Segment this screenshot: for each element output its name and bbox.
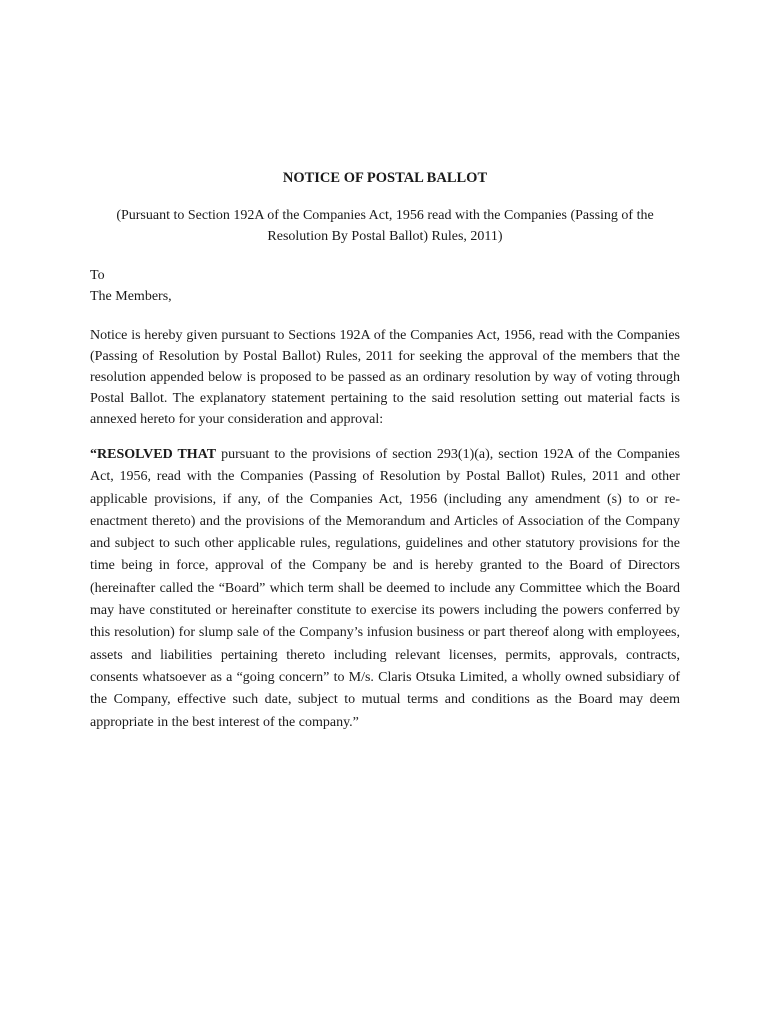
resolution-lead: “RESOLVED THAT (90, 447, 217, 462)
document-title: NOTICE OF POSTAL BALLOT (282, 170, 488, 186)
salutation-recipient: The Members, (90, 289, 172, 304)
document-page (90, 170, 680, 734)
document-subtitle: (Pursuant to Section 192A of the Companies Act, 1956 read with the Companies (Passing of the Resolution By Postal Ballot) Rules, 2011) (116, 208, 654, 244)
resolution-body: pursuant to the provisions of section 293(1)(a), section 192A of the Companies Act, 1956, read with the Companies (Passing of Resolution by Postal Ballot) Rules, 2011 and other applicable provisions, if any, of the Companies Act, 1956 (including any amendment (s) to or re-enactment thereto) and the provisions of the Memorandum and Articles of Association of the Company and subject to such other applicable rules, regulations, guidelines and other statutory provisions for the time being in force, approval of the Company be and is hereby granted to the Board of Directors (hereinafter called the “Board” which term shall be deemed to include any Committee which the Board may have constituted or hereinafter constitute to exercise its powers including the powers conferred by this resolution) for slump sale of the Company’s infusion business or part thereof along with employees, assets and liabilities pertaining thereto including relevant licenses, permits, approvals, contracts, consents whatsoever as a “going concern” to M/s. Claris Otsuka Limited, a wholly owned subsidiary of the Company, effective such date, subject to mutual terms and conditions as the Board may deem appropriate in the best interest of the company.” (90, 447, 681, 730)
notice-paragraph: Notice is hereby given pursuant to Sections 192A of the Companies Act, 1956, read with the Companies (Passing of Resolution by Postal Ballot) Rules, 2011 for seeking the approval of the members that the resolution appended below is proposed to be passed as an ordinary resolution by way of voting through Postal Ballot. The explanatory statement pertaining to the said resolution setting out material facts is annexed hereto for your consideration and approval: (90, 328, 680, 427)
salutation-to: To (90, 268, 105, 283)
salutation-block (90, 265, 680, 307)
resolution-paragraph (90, 444, 680, 734)
